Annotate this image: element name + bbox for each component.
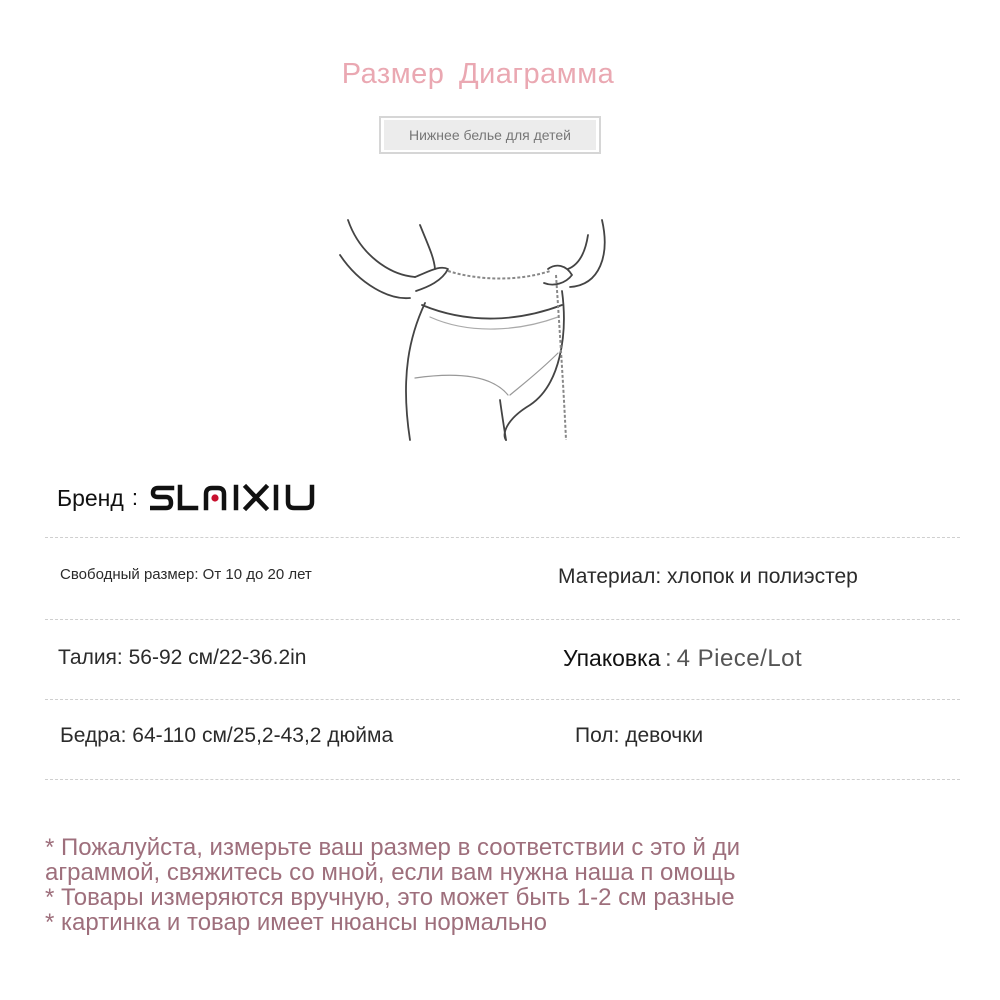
waist-measurement-illustration — [330, 195, 630, 445]
gender-text: Пол: девочки — [575, 724, 704, 747]
brand-logo — [150, 482, 322, 514]
free-size-text: Свободный размер: От 10 до 20 лет — [60, 566, 312, 583]
divider — [45, 537, 960, 538]
package-row — [563, 645, 802, 673]
page-title: Размер Диаграмма — [341, 58, 615, 90]
package-separator: : — [664, 645, 673, 672]
package-label: Упаковка — [563, 645, 661, 671]
measurement-note: * Пожалуйста, измерьте ваш размер в соответствии с это й диаграммой, свяжитесь со мной, если вам нужна наша п омощь * Товары измеряются вручную, это может быть 1-2 см разные * картинка и товар имеет нюансы нормально — [45, 834, 741, 936]
subtitle-text: Нижнее белье для детей — [384, 120, 596, 150]
brand-label: Бренд — [57, 484, 124, 511]
material-text: Материал: хлопок и полиэстер — [558, 565, 858, 588]
brand-separator: : — [131, 485, 138, 510]
brand-row — [57, 478, 322, 518]
waist-text: Талия: 56-92 см/22-36.2in — [58, 646, 307, 669]
divider — [45, 699, 960, 700]
divider — [45, 779, 960, 780]
subtitle-badge — [379, 116, 601, 154]
package-value: 4 Piece/Lot — [676, 645, 803, 672]
hips-text: Бедра: 64-110 см/25,2-43,2 дюйма — [60, 724, 394, 747]
divider — [45, 619, 960, 620]
